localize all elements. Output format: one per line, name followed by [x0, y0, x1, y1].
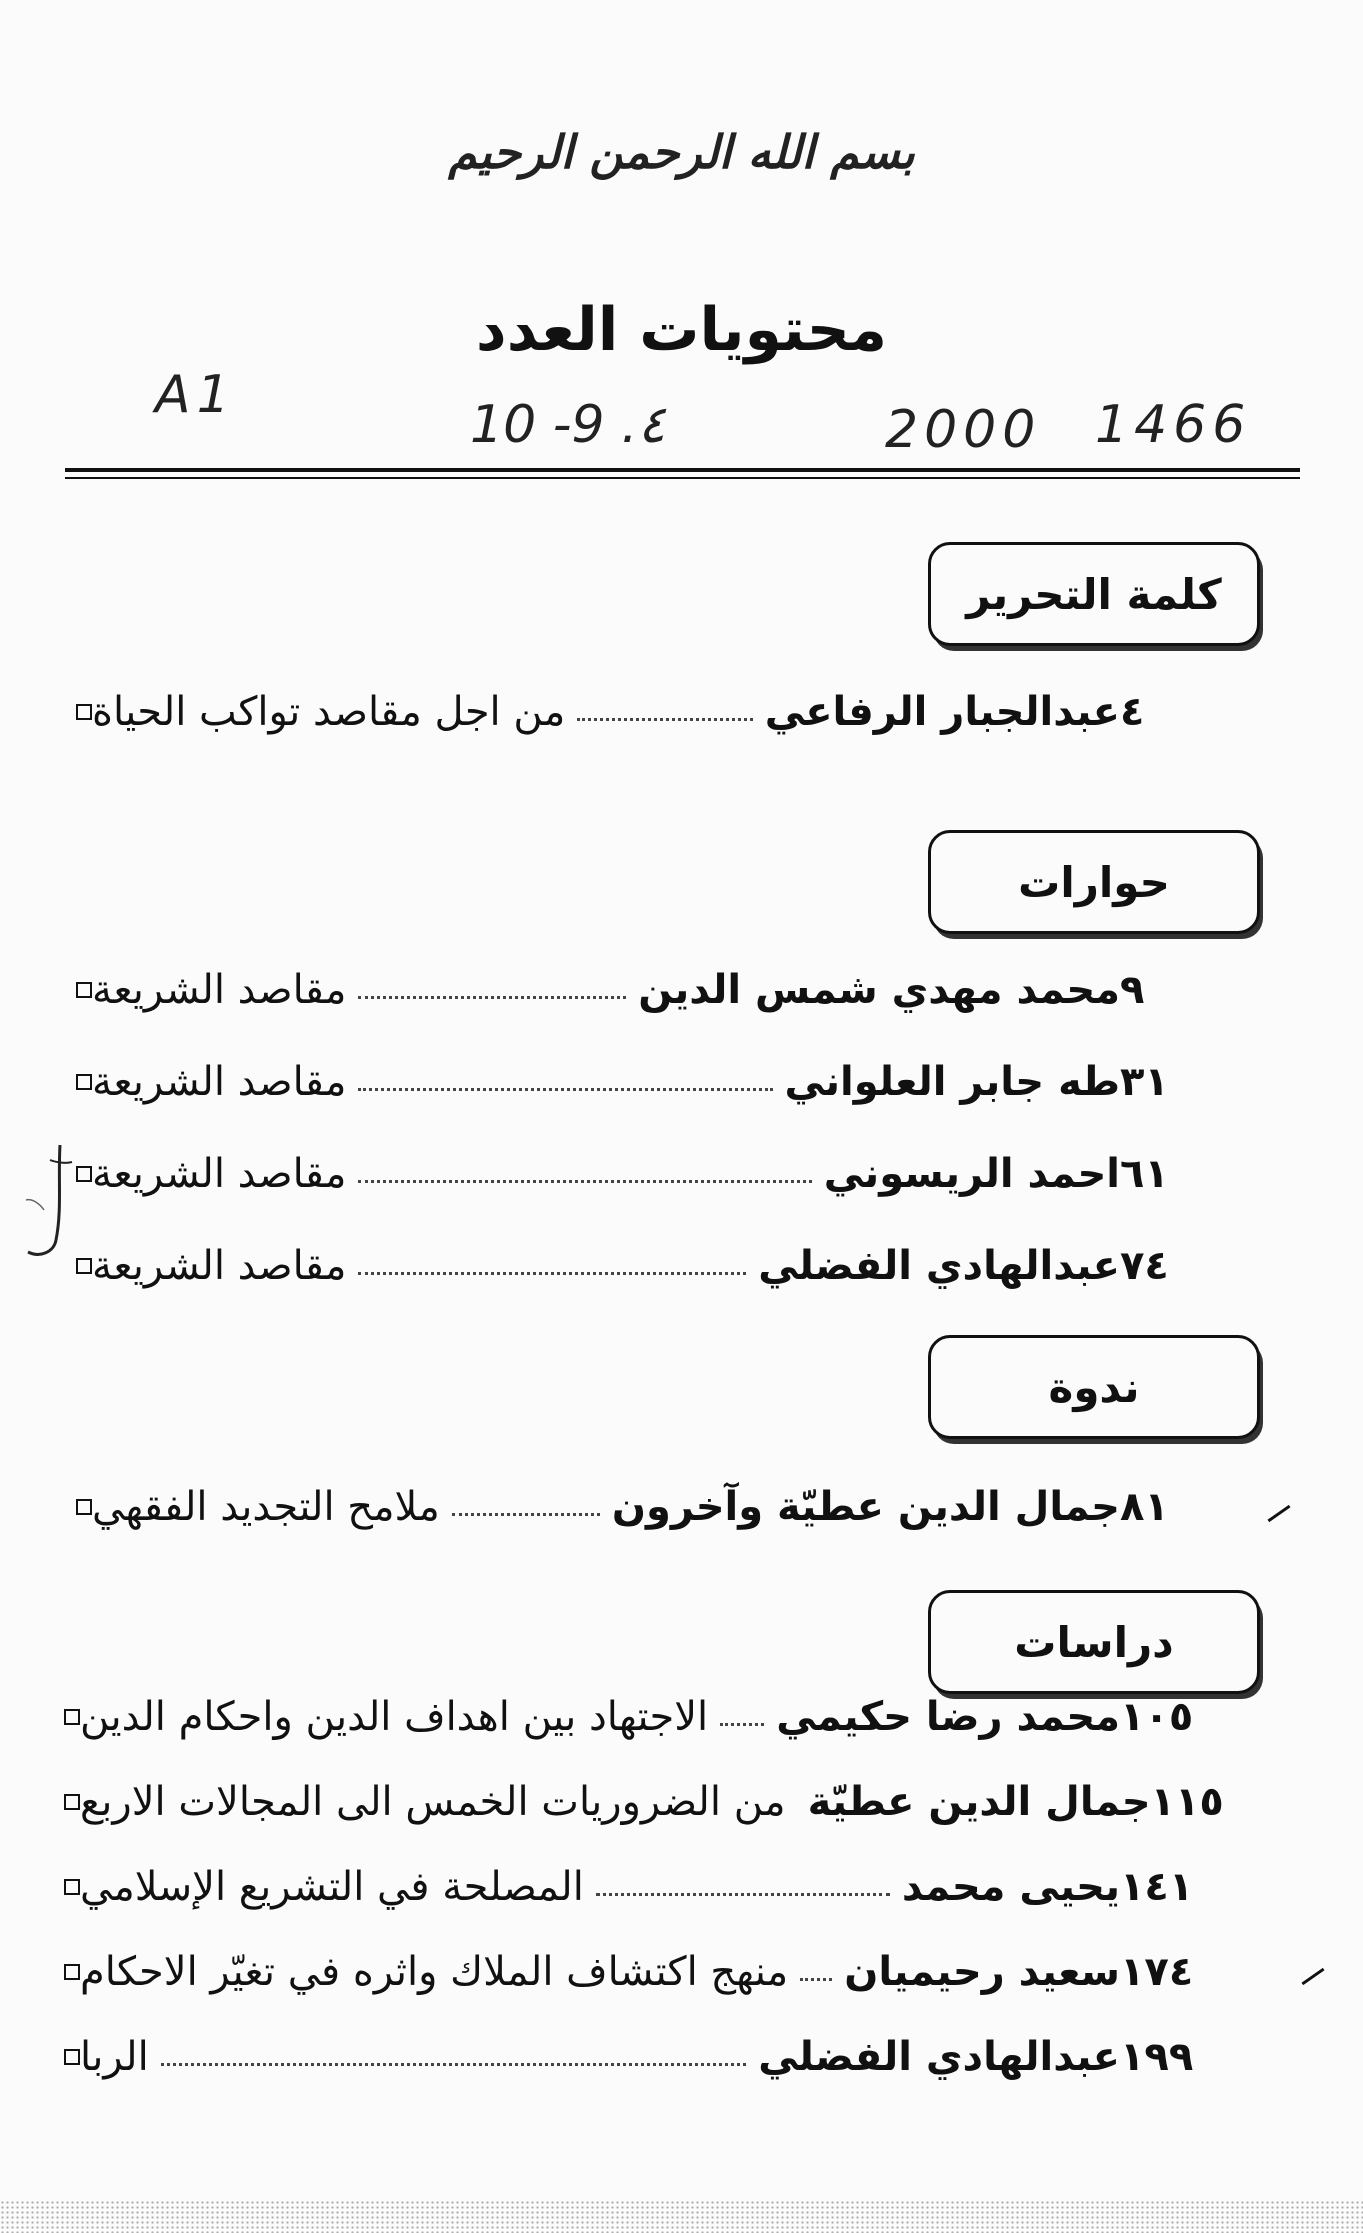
entry-topic: ملامح التجديد الفقهي	[92, 1484, 440, 1530]
entry-topic: من اجل مقاصد تواكب الحياة	[92, 689, 566, 735]
dot-leader	[358, 982, 626, 999]
check-tick-icon	[1301, 1968, 1324, 1985]
page-title: محتويات العدد	[475, 295, 888, 365]
handwritten-year: 2000	[885, 400, 1042, 460]
entry-author: محمد رضا حكيمي	[776, 1694, 1120, 1740]
handwritten-date: 10 -9 .٤	[470, 395, 666, 455]
section-heading-studies: دراسات	[928, 1590, 1260, 1694]
toc-entry[interactable]	[60, 1940, 1220, 2004]
entry-author: عبدالجبار الرفاعي	[764, 689, 1120, 735]
dot-leader	[800, 1964, 832, 1981]
dot-leader	[792, 1795, 802, 1809]
entry-topic: الاجتهاد بين اهداف الدين واحكام الدين	[80, 1694, 709, 1740]
toc-entry[interactable]	[60, 1050, 1220, 1114]
entry-page: ١٧٤	[1120, 1949, 1194, 1995]
entry-author: احمد الريسوني	[823, 1151, 1120, 1197]
entry-page: ٤	[1120, 689, 1145, 735]
margin-scribble-icon	[20, 1140, 80, 1270]
dot-leader	[161, 2049, 747, 2066]
entry-page: ١٠٥	[1120, 1694, 1194, 1740]
section-heading-editorial: كلمة التحرير	[928, 542, 1260, 646]
entry-page: ١١٥	[1150, 1779, 1224, 1825]
checkbox-icon	[76, 982, 92, 998]
checkbox-icon	[64, 1964, 80, 1980]
header-rule-thin	[65, 477, 1300, 479]
entry-topic: منهج اكتشاف الملاك واثره في تغيّر الاحكام	[80, 1949, 789, 1995]
toc-entry[interactable]	[60, 2025, 1220, 2089]
handwritten-code: A1	[155, 365, 236, 425]
toc-entry[interactable]	[60, 958, 1220, 1022]
handwritten-number: 1466	[1095, 395, 1252, 455]
section-heading-symposium: ندوة	[928, 1335, 1260, 1439]
entry-page: ٧٤	[1120, 1243, 1169, 1289]
toc-entry[interactable]	[60, 1685, 1220, 1749]
dot-leader	[596, 1879, 890, 1896]
checkbox-icon	[76, 1074, 92, 1090]
toc-entry[interactable]	[60, 1855, 1220, 1919]
dot-leader	[358, 1258, 746, 1275]
checkbox-icon	[64, 1709, 80, 1725]
toc-entry[interactable]	[60, 1142, 1220, 1206]
entry-author: سعيد رحيميان	[844, 1949, 1120, 1995]
entry-author: طه جابر العلواني	[784, 1059, 1120, 1105]
dot-leader	[720, 1709, 764, 1726]
header-rule-thick	[65, 468, 1300, 472]
basmala: بسم الله الرحمن الرحيم	[448, 125, 915, 179]
entry-author: عبدالهادي الفضلي	[758, 1243, 1120, 1289]
entry-topic: مقاصد الشريعة	[92, 967, 347, 1013]
checkbox-icon	[64, 1794, 80, 1810]
entry-author: يحيى محمد	[901, 1864, 1120, 1910]
entry-page: ٨١	[1120, 1484, 1169, 1530]
dot-leader	[577, 704, 753, 721]
toc-entry[interactable]	[60, 680, 1220, 744]
toc-entry[interactable]	[60, 1475, 1220, 1539]
checkbox-icon	[76, 704, 92, 720]
dot-leader	[358, 1166, 811, 1183]
checkbox-icon	[76, 1499, 92, 1515]
toc-entry[interactable]	[60, 1234, 1220, 1298]
entry-topic: مقاصد الشريعة	[92, 1243, 347, 1289]
entry-author: جمال الدين عطيّة وآخرون	[611, 1484, 1120, 1530]
checkbox-icon	[64, 2049, 80, 2065]
entry-topic: من الضروريات الخمس الى المجالات الاربع	[80, 1779, 786, 1825]
dot-leader	[358, 1074, 772, 1091]
entry-page: ٣١	[1120, 1059, 1169, 1105]
entry-topic: مقاصد الشريعة	[92, 1059, 347, 1105]
entry-page: ٦١	[1120, 1151, 1169, 1197]
entry-page: ٩	[1120, 967, 1145, 1013]
entry-page: ١٩٩	[1120, 2034, 1194, 2080]
scan-edge-pattern	[0, 2200, 1363, 2233]
entry-topic: مقاصد الشريعة	[92, 1151, 347, 1197]
entry-topic: المصلحة في التشريع الإسلامي	[80, 1864, 584, 1910]
toc-entry[interactable]	[60, 1770, 1224, 1834]
entry-author: محمد مهدي شمس الدين	[638, 967, 1120, 1013]
entry-page: ١٤١	[1120, 1864, 1194, 1910]
checkbox-icon	[64, 1879, 80, 1895]
entry-topic: الربا	[80, 2034, 149, 2080]
check-tick-icon	[1267, 1505, 1290, 1522]
dot-leader	[452, 1499, 600, 1516]
entry-author: جمال الدين عطيّة	[807, 1779, 1151, 1825]
section-heading-interviews: حوارات	[928, 830, 1260, 934]
entry-author: عبدالهادي الفضلي	[758, 2034, 1120, 2080]
